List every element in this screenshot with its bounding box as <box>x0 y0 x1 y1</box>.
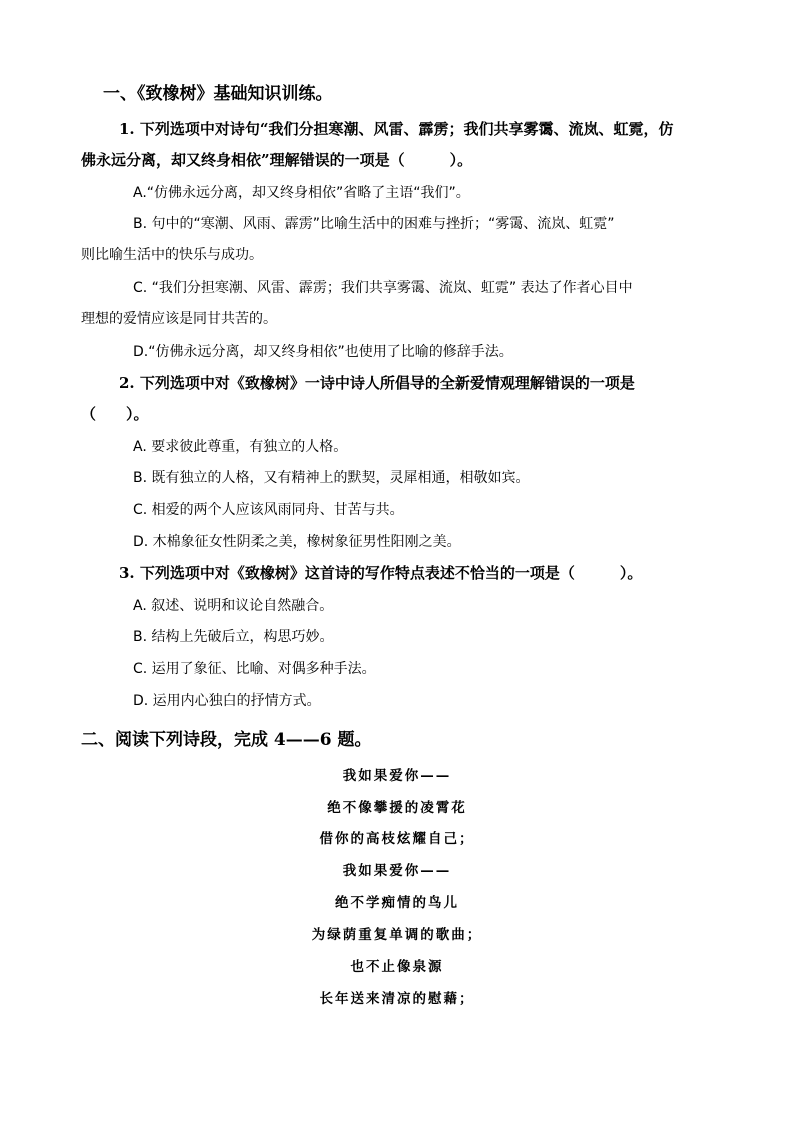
q1-option-c-cont: 理想的爱情应该是同甘共苦的。 <box>81 311 277 327</box>
q2-option-b: B. 既有独立的人格，又有精神上的默契，灵犀相通，相敬如宾。 <box>133 470 530 486</box>
poem-line-3: 借你的高枝炫耀自己； <box>319 831 475 847</box>
q2-stem-line2: （ ）。 <box>81 405 149 423</box>
q2-stem-line1: 2. 下列选项中对《致橡树》一诗中诗人所倡导的全新爱情观理解错误的一项是 <box>119 374 635 392</box>
q3-option-c: C. 运用了象征、比喻、对偶多种手法。 <box>133 661 376 677</box>
section2-title: 二、阅读下列诗段，完成 4——6 题。 <box>81 730 372 750</box>
q1-stem-line2: 佛永远分离，却又终身相依”理解错误的一项是（ ）。 <box>81 151 473 169</box>
q1-option-d: D.“仿佛永远分离，却又终身相依”也使用了比喻的修辞手法。 <box>133 344 513 360</box>
poem-line-6: 为绿荫重复单调的歌曲； <box>311 927 483 943</box>
section1-title: 一、《致橡树》基础知识训练。 <box>103 84 333 104</box>
q1-option-a: A.“仿佛永远分离，却又终身相依”省略了主语“我们”。 <box>133 185 470 201</box>
poem-line-7: 也不止像泉源 <box>350 959 444 975</box>
q1-option-b-cont: 则比喻生活中的快乐与成功。 <box>81 247 263 263</box>
poem-line-5: 绝不学痴情的鸟儿 <box>335 895 459 911</box>
q3-stem: 3. 下列选项中对《致橡树》这首诗的写作特点表述不恰当的一项是（ ）。 <box>119 564 643 582</box>
q2-option-d: D. 木棉象征女性阴柔之美，橡树象征男性阳刚之美。 <box>133 534 461 550</box>
q3-option-d: D. 运用内心独白的抒情方式。 <box>133 693 321 709</box>
poem-line-8: 长年送来清凉的慰藉； <box>319 991 475 1007</box>
q3-option-b: B. 结构上先破后立，构思巧妙。 <box>133 629 334 645</box>
poem-line-1: 我如果爱你—— <box>342 768 452 784</box>
poem-line-4: 我如果爱你—— <box>342 863 452 879</box>
q3-option-a: A. 叙述、说明和议论自然融合。 <box>133 598 334 614</box>
q1-option-b: B. 句中的“寒潮、风雨、霹雳”比喻生活中的困难与挫折；“雾霭、流岚、虹霓” <box>133 216 615 232</box>
q2-option-a: A. 要求彼此尊重，有独立的人格。 <box>133 439 348 455</box>
q1-stem-line1: 1. 下列选项中对诗句“我们分担寒潮、风雷、霹雳；我们共享雾霭、流岚、虹霓，仿 <box>119 120 674 138</box>
q2-option-c: C. 相爱的两个人应该风雨同舟、甘苦与共。 <box>133 502 404 518</box>
poem-line-2: 绝不像攀援的凌霄花 <box>327 800 467 816</box>
q1-option-c: C. “我们分担寒潮、风雷、霹雳；我们共享雾霭、流岚、虹霓” 表达了作者心目中 <box>133 280 633 296</box>
